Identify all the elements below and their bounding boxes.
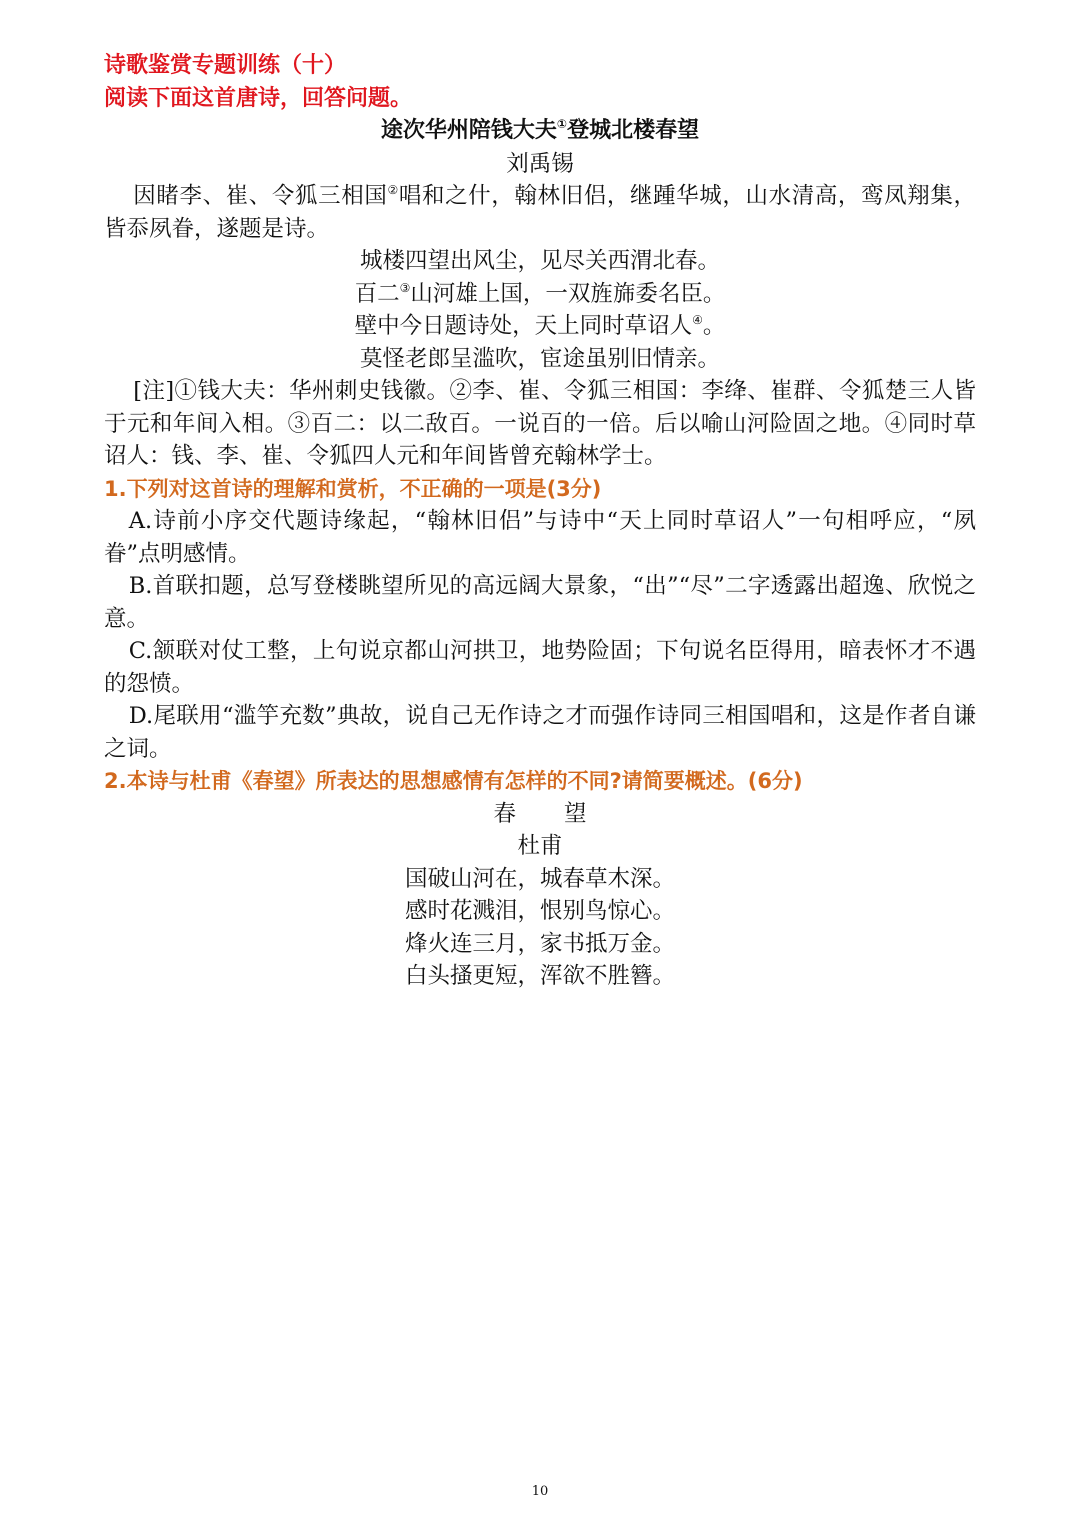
poem-title-part1: 途次华州陪钱大夫	[380, 118, 557, 143]
preface-part2: 唱和之什，翰林旧侣，继踵华城，山水清高，鸾凤翔集，皆忝夙眷，遂题是诗。	[104, 183, 976, 242]
poem-line-2-part2: 山河雄上国，一双旌旆委名臣。	[410, 280, 726, 307]
question-1-option-c: C.颔联对仗工整，上句说京都山河拱卫，地势险固；下句说名臣得用，暗表怀才不遇的怨愤。	[104, 638, 976, 697]
question-2-stem: 2.本诗与杜甫《春望》所表达的思想感情有怎样的不同?请简要概述。(6分)	[104, 769, 803, 793]
poem-line-3	[104, 310, 976, 343]
document-page	[104, 50, 976, 993]
poem-line-2-footnote-mark: ③	[399, 280, 411, 295]
poem-title-footnote-mark: ①	[556, 117, 568, 131]
poem2-line-4: 白头搔更短，浑欲不胜簪。	[404, 963, 675, 989]
question-1-option-a: A.诗前小序交代题诗缘起，“翰林旧侣”与诗中“天上同时草诏人”一句相呼应，“夙眷”点明感情。	[104, 508, 976, 567]
poem2-title	[104, 798, 976, 831]
series-title: 诗歌鉴赏专题训练（十）	[104, 53, 347, 78]
question-1-stem: 1.下列对这首诗的理解和赏析，不正确的一项是(3分)	[104, 476, 602, 501]
poem2-title-char1: 春	[493, 800, 516, 827]
poem-line-2-part1: 百二	[354, 280, 400, 307]
poem-notes: [注]①钱大夫：华州刺史钱徽。②李、崔、令狐三相国：李绛、崔群、令狐楚三人皆于元和年间入相。③百二：以二敌百。一说百的一倍。后以喻山河险固之地。④同时草诏人：钱、李、崔、令狐四人元和年间皆曾充翰林学士。	[104, 378, 976, 469]
poem-line-3-part1: 壁中今日题诗处，天上同时草诏人	[354, 313, 693, 339]
question-1-option-b: B.首联扣题，总写登楼眺望所见的高远阔大景象，“出”“尽”二字透露出超逸、欣悦之意。	[104, 573, 976, 632]
poem-line-3-part2: 。	[702, 313, 726, 339]
question-1-option-d: D.尾联用“滥竽充数”典故，说自己无作诗之才而强作诗同三相国唱和，这是作者自谦之词。	[104, 703, 976, 762]
preface-part1: 因睹李、崔、令狐三相国	[133, 183, 388, 209]
poem2-title-char2: 望	[564, 800, 587, 827]
preface-footnote-mark: ②	[387, 183, 399, 197]
poem-line-1: 城楼四望出风尘，见尽关西渭北春。	[359, 248, 720, 274]
poem2-line-2: 感时花溅泪，恨别鸟惊心。	[404, 898, 675, 924]
poem-line-2	[104, 278, 976, 311]
poem-title-part2: 登城北楼春望	[567, 118, 700, 143]
instruction: 阅读下面这首唐诗，回答问题。	[104, 85, 413, 111]
page-number: 10	[531, 1484, 549, 1499]
poem-title	[104, 115, 976, 148]
poem2-line-3: 烽火连三月，家书抵万金。	[404, 930, 675, 957]
poem-line-3-footnote-mark: ④	[692, 313, 703, 327]
poem2-author: 杜甫	[517, 833, 563, 859]
poem-author: 刘禹锡	[506, 150, 574, 177]
poem-line-4: 莫怪老郎呈滥吹，宦途虽别旧情亲。	[359, 345, 720, 372]
poem2-line-1: 国破山河在，城春草木深。	[404, 865, 675, 892]
poem-preface	[104, 180, 976, 245]
